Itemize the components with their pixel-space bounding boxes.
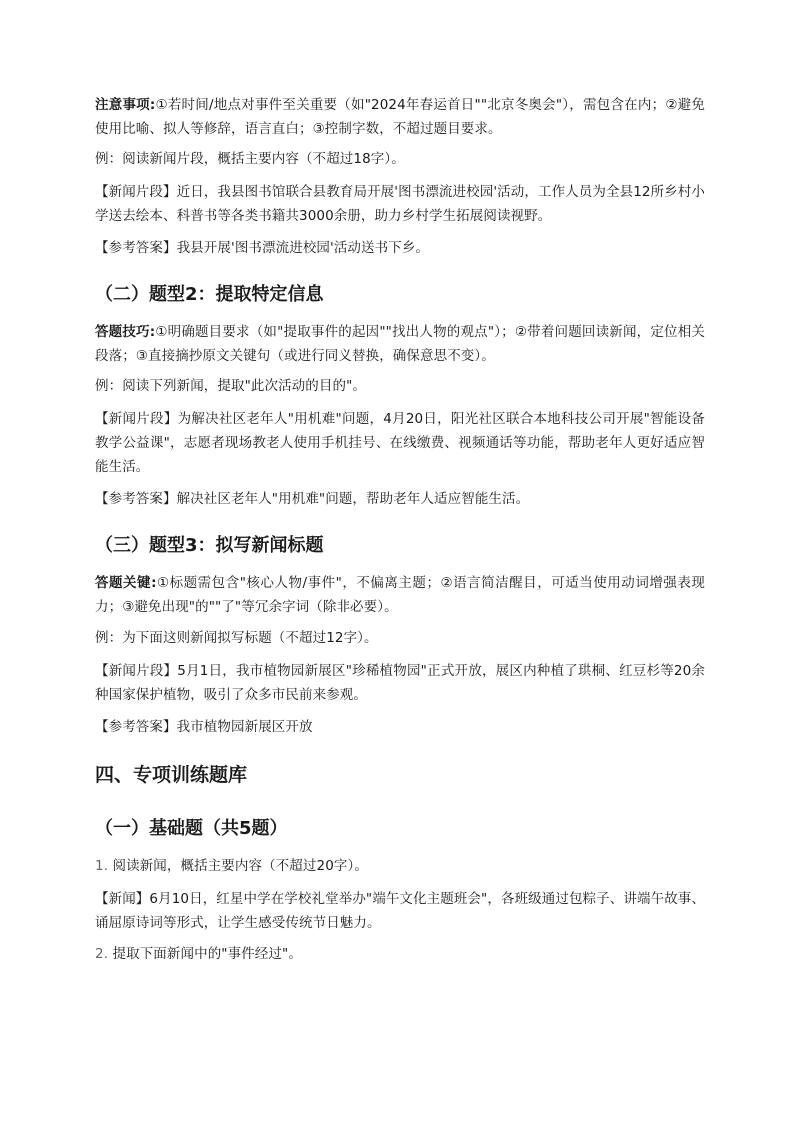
section-3-heading bbox=[95, 533, 705, 559]
question-1 bbox=[95, 854, 705, 878]
example-1-text: 例：阅读新闻片段，概括主要内容（不超过18字）。 bbox=[95, 151, 405, 167]
question-2-text: 提取下面新闻中的"事件经过"。 bbox=[112, 946, 302, 962]
tip-paragraph bbox=[95, 320, 705, 368]
key-paragraph bbox=[95, 571, 705, 619]
answer-label-1: 【参考答案】 bbox=[95, 240, 177, 256]
news-text-2: 为解决社区老年人"用机难"问题，4月20日，阳光社区联合本地科技公司开展"智能设备教学公益课"，志愿者现场教老人使用手机挂号、在线缴费、视频通话等功能，帮助老年人更好适应智能生活。 bbox=[95, 411, 705, 475]
answer-3 bbox=[95, 715, 705, 739]
example-3-text: 例：为下面这则新闻拟写标题（不超过12字）。 bbox=[95, 630, 378, 646]
section-3-title: （三）题型3：拟写新闻标题 bbox=[95, 535, 324, 556]
example-3 bbox=[95, 626, 705, 650]
note-paragraph bbox=[95, 93, 705, 141]
news-label-1: 【新闻片段】 bbox=[95, 184, 177, 200]
news-text-1: 近日，我县图书馆联合县教育局开展'图书漂流进校园'活动，工作人员为全县12所乡村小学送去绘本、科普书等各类书籍共3000余册，助力乡村学生拓展阅读视野。 bbox=[95, 184, 705, 224]
question-1-news bbox=[95, 887, 705, 935]
note-text: ①若时间/地点对事件至关重要（如"2024年春运首日""北京冬奥会"），需包含在内；②避免使用比喻、拟人等修辞，语言直白；③控制字数，不超过题目要求。 bbox=[95, 97, 705, 137]
news-label-3: 【新闻片段】 bbox=[95, 663, 178, 679]
section-2-title: （二）题型2：提取特定信息 bbox=[95, 284, 324, 305]
answer-label-2: 【参考答案】 bbox=[95, 491, 177, 507]
question-1-news-text: 6月10日，红星中学在学校礼堂举办"端午文化主题班会"，各班级通过包粽子、讲端午故事、诵屈原诗词等形式，让学生感受传统节日魅力。 bbox=[95, 891, 705, 931]
news-text-3: 5月1日，我市植物园新展区"珍稀植物园"正式开放，展区内种植了珙桐、红豆杉等20余种国家保护植物，吸引了众多市民前来参观。 bbox=[95, 663, 706, 703]
note-label: 注意事项: bbox=[95, 97, 156, 113]
section-2-heading bbox=[95, 282, 705, 308]
answer-label-3: 【参考答案】 bbox=[95, 719, 177, 735]
news-snippet-1 bbox=[95, 180, 705, 228]
answer-text-1: 我县开展'图书漂流进校园'活动送书下乡。 bbox=[176, 240, 430, 256]
tip-text: ①明确题目要求（如"提取事件的起因""找出人物的观点"）；②带着问题回读新闻，定位相关段落；③直接摘抄原文关键句（或进行同义替换，确保意思不变）。 bbox=[95, 324, 705, 364]
news-snippet-3 bbox=[95, 659, 705, 707]
question-2-number: 2. bbox=[95, 946, 109, 962]
answer-text-2: 解决社区老年人"用机难"问题，帮助老年人适应智能生活。 bbox=[176, 491, 530, 507]
question-2 bbox=[95, 942, 705, 966]
section-4-1-title: （一）基础题（共5题） bbox=[95, 818, 288, 839]
answer-1 bbox=[95, 236, 705, 260]
key-label: 答题关键: bbox=[95, 575, 157, 591]
tip-label: 答题技巧: bbox=[95, 324, 156, 340]
news-label-2: 【新闻片段】 bbox=[95, 411, 178, 427]
example-2 bbox=[95, 374, 705, 398]
answer-2 bbox=[95, 487, 705, 511]
question-1-number: 1. bbox=[95, 858, 109, 874]
question-1-news-label: 【新闻】 bbox=[95, 891, 150, 907]
section-4-heading bbox=[95, 761, 705, 789]
section-4-title: 四、专项训练题库 bbox=[95, 764, 248, 786]
answer-text-3: 我市植物园新展区开放 bbox=[176, 719, 313, 735]
example-1 bbox=[95, 147, 705, 171]
section-4-1-heading bbox=[95, 816, 705, 842]
key-text: ①标题需包含"核心人物/事件"，不偏离主题；②语言简洁醒目，可适当使用动词增强表现力；③避免出现"的""了"等冗余字词（除非必要）。 bbox=[95, 575, 705, 615]
example-2-text: 例：阅读下列新闻，提取"此次活动的目的"。 bbox=[95, 378, 367, 394]
news-snippet-2 bbox=[95, 407, 705, 479]
question-1-text: 阅读新闻，概括主要内容（不超过20字）。 bbox=[112, 858, 368, 874]
